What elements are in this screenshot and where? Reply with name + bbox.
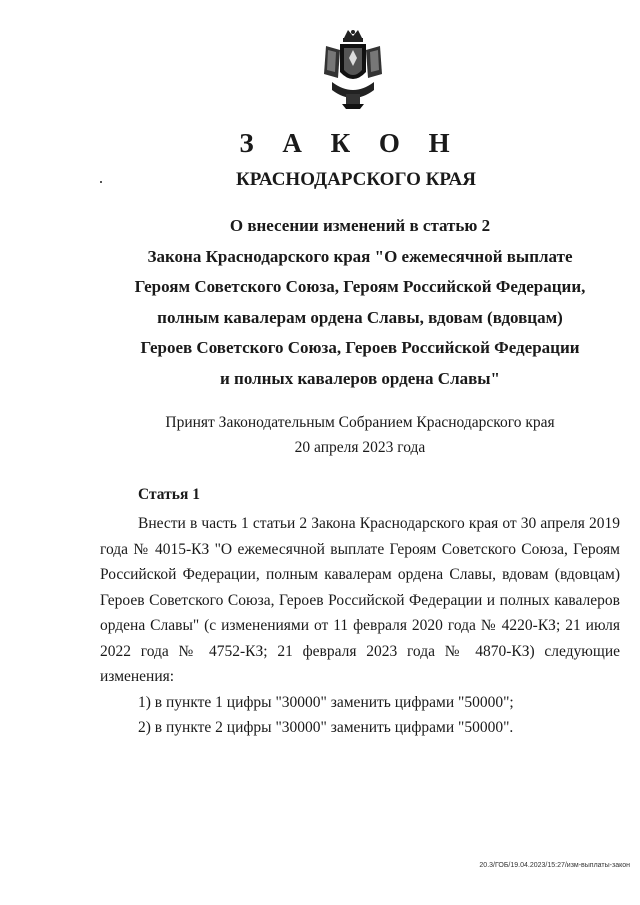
document-subtitle: КРАСНОДАРСКОГО КРАЯ [235,169,477,190]
heading-line: О внесении изменений в статью 2 [229,216,491,235]
article-item: 2) в пункте 2 цифры "30000" заменить цифрами "50000". [138,719,514,736]
document-title: З А К О Н [239,128,461,158]
adoption-date: 20 апреля 2023 года [294,439,426,456]
law-heading [100,211,620,394]
heading-line: Закона Краснодарского края "О ежемесячной выплате [147,246,573,266]
article-body [100,511,620,741]
article-item: 1) в пункте 1 цифры "30000" заменить цифрами "50000"; [138,693,514,711]
heading-line: Героев Советского Союза, Героев Российской Федерации [140,338,580,357]
adoption-body: Принят Законодательным Собранием Краснодарского края [165,414,555,431]
heading-line: Героям Советского Союза, Героям Российской Федерации, [134,277,586,296]
heading-line: и полных кавалеров ордена Славы" [219,368,500,388]
adoption-note [100,410,620,460]
heading-line: полным кавалерам ордена Славы, вдовам (вдовцам) [157,307,563,327]
document-footer-code: 20.3/ГОБ/19.04.2023/15:27/изм-выплаты-закон [479,862,630,869]
article-paragraph: Внести в часть 1 статьи 2 Закона Краснодарского края от 30 апреля 2019 года № 4015-КЗ "О ежемесячной выплате Героям Советского Союза, Героям Российской Федерации, полным кавалерам ордена Славы, вдовам (вдовцам) Героев Советского Союза, Героев Российской Федерации и полных кавалеров ордена Славы" (с изменениями от 11 февраля 2020 года № 4220-КЗ; 21 июля 2022 года № 4752-КЗ; 21 февраля 2023 года № 4870-КЗ) следующие изменения: [100,515,620,685]
coat-of-arms-emblem [322,28,384,110]
article-title: Статья 1 [138,486,200,503]
